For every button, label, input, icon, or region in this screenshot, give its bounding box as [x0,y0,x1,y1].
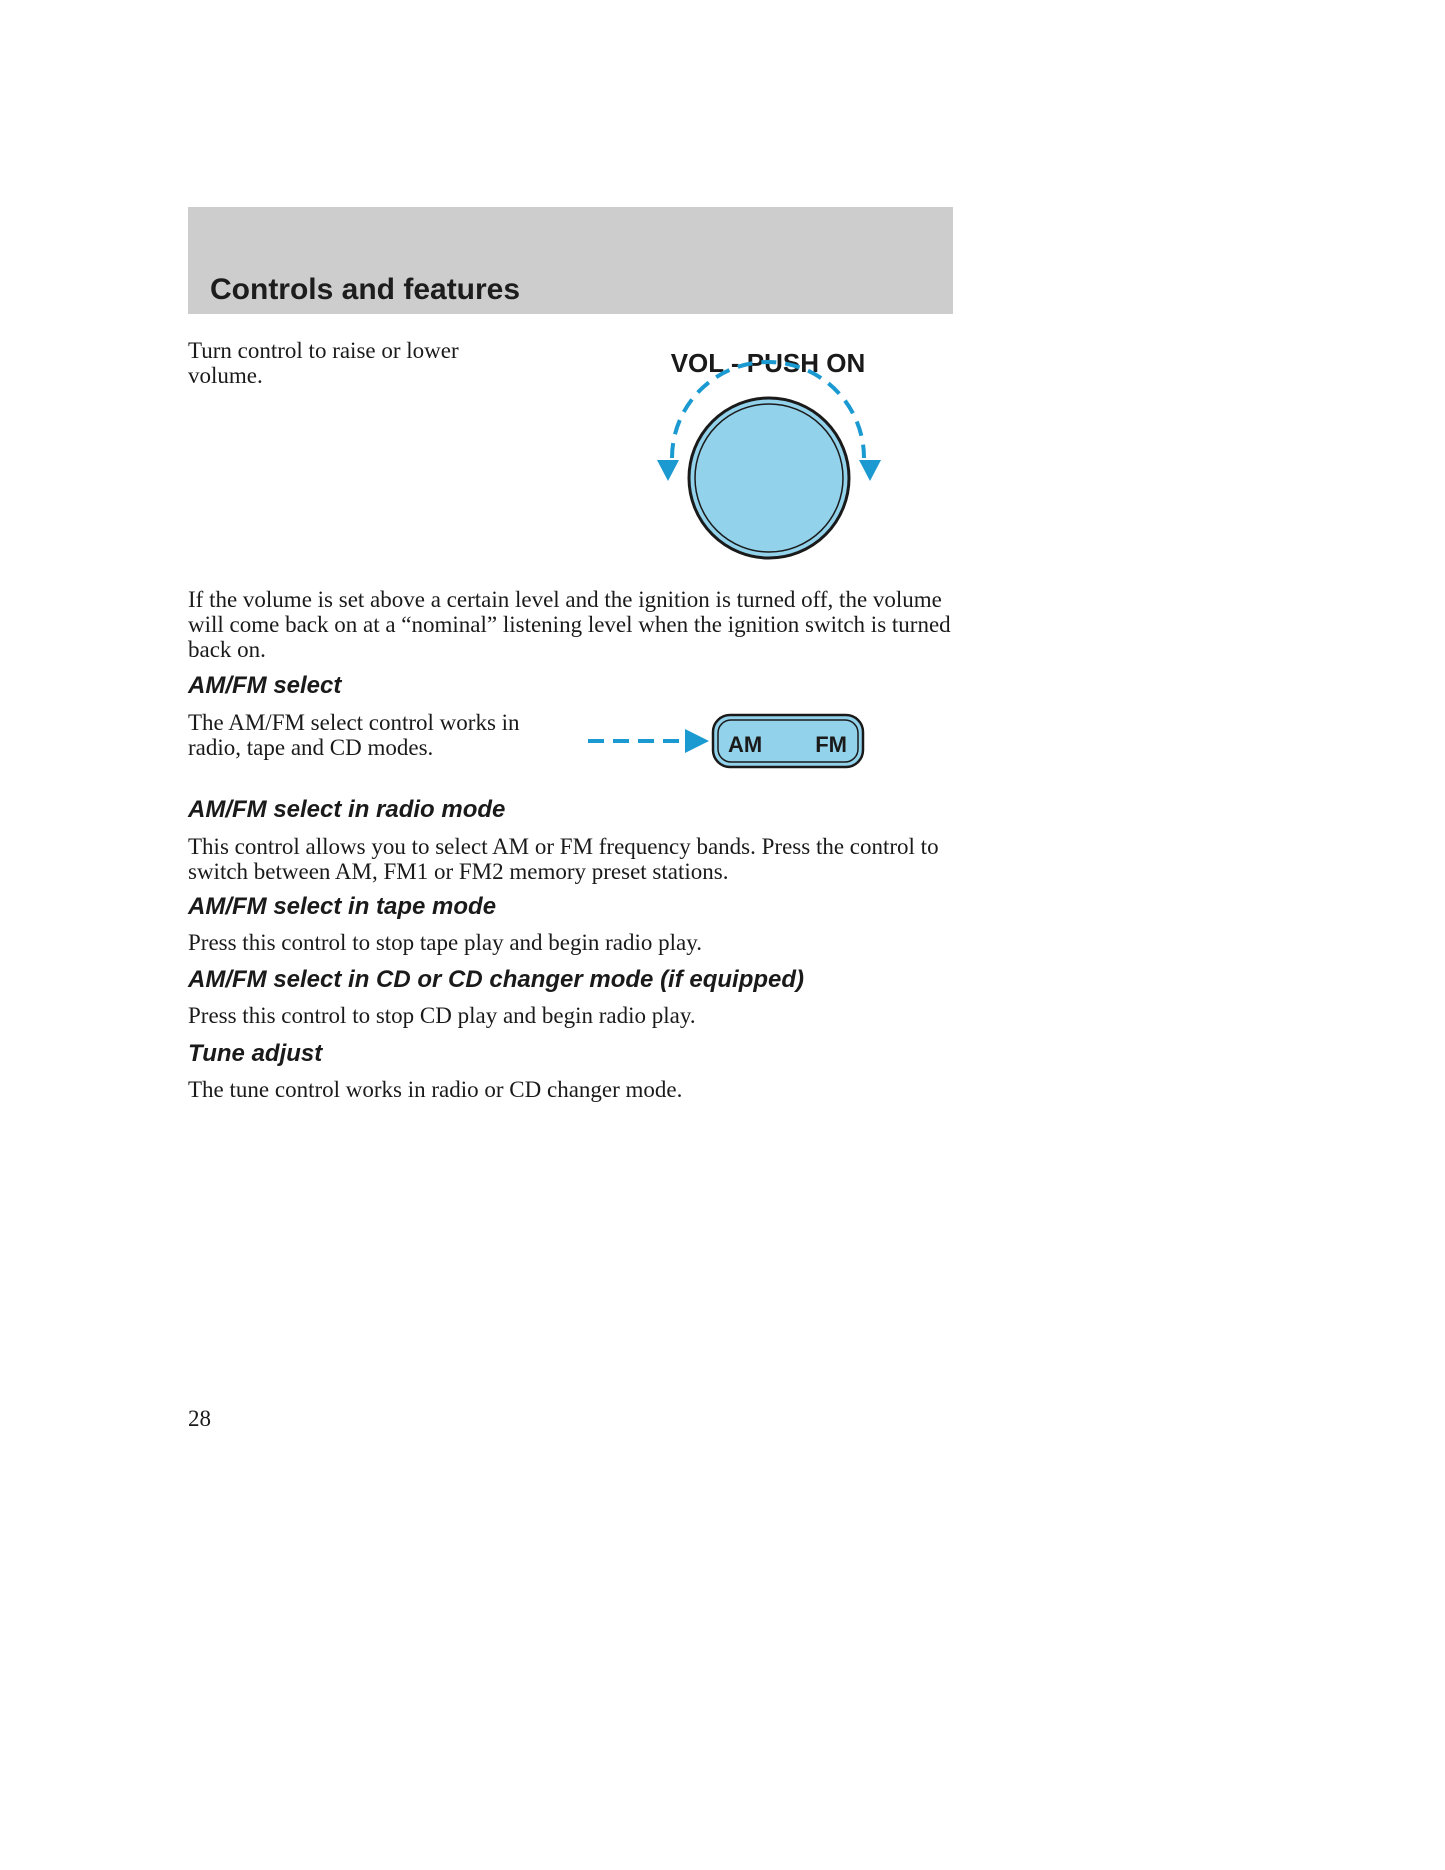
arrow-down-right-icon [859,460,881,481]
tape-mode-heading: AM/FM select in tape mode [188,893,497,920]
section-header-bar [188,207,953,314]
arrow-right-icon [685,729,709,753]
volume-nominal-note: If the volume is set above a certain level and the ignition is turned off, the volume will come back on at a “nominal” listening level when the ignition switch is turned back on. [188,587,951,662]
radio-mode-heading: AM/FM select in radio mode [188,796,506,823]
tune-adjust-heading: Tune adjust [188,1040,323,1067]
amfm-select-text: The AM/FM select control works in radio, tape and CD modes. [188,710,520,760]
arrow-down-left-icon [657,460,679,481]
page-title: Controls and features [210,273,521,306]
am-label: AM [728,732,763,757]
volume-knob-illustration [640,340,900,565]
cd-mode-text: Press this control to stop CD play and begin radio play. [188,1003,696,1028]
volume-instruction: Turn control to raise or lower volume. [188,338,459,388]
volume-knob [689,398,849,558]
cd-mode-heading: AM/FM select in CD or CD changer mode (if equipped) [188,966,805,993]
radio-mode-text: This control allows you to select AM or FM frequency bands. Press the control to switch between AM, FM1 or FM2 memory preset stations. [188,834,939,884]
volume-knob-label: VOL - PUSH ON [670,348,866,378]
tune-adjust-text: The tune control works in radio or CD changer mode. [188,1077,683,1102]
fm-label: FM [815,732,847,757]
amfm-button-illustration [585,708,870,773]
amfm-select-heading: AM/FM select [188,672,342,699]
page-number: 28 [188,1406,211,1431]
tape-mode-text: Press this control to stop tape play and begin radio play. [188,930,702,955]
